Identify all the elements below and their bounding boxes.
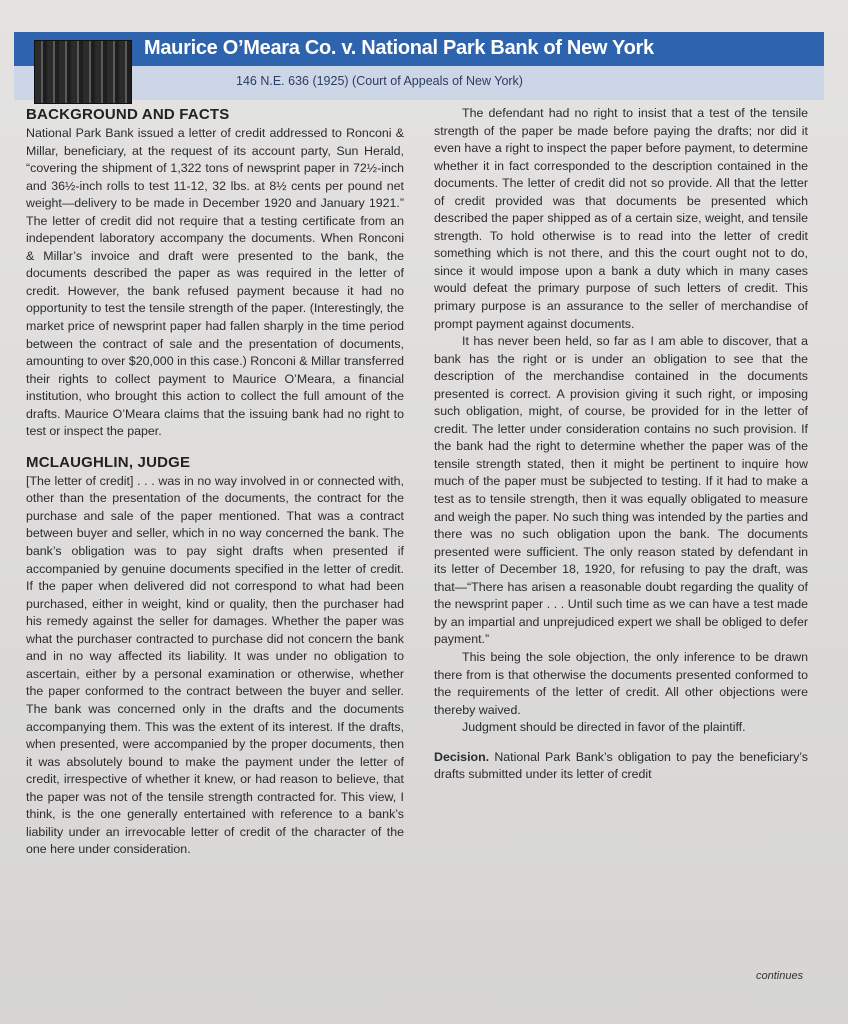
opinion-paragraph-3: It has never been held, so far as I am able to discover, that a bank has the right or is under an obligation to see that the description of the merchandise contained in the documents presented is correct. A provision giving it such right, or imposing such obligation, might, of course, be provided for in the letter of credit. The letter under consideration contains no such provision. If the bank had the right to determine whether the paper was of the tensile strength stated, then it might be pertinent to inquire how much of the paper must be subjected to testing. If it had to make a test as to tensile strength, then it was equally obligated to measure and weigh the paper. No such thing was intended by the parties and there was no such obligation upon the bank. The documents presented were sufficient. The only reason stated by defendant in its letter of December 18, 1920, for refusing to pay the draft, was that—“There has arisen a reasonable doubt regarding the quality of the newsprint paper . . . Until such time as we can have a test made by an impartial and unprejudiced expert we shall be obliged to defer payment.” <box>434 334 808 647</box>
opinion-paragraph-5: Judgment should be directed in favor of the plaintiff. <box>462 720 746 735</box>
case-title: Maurice O’Meara Co. v. National Park Bank of New York <box>144 37 654 59</box>
decision-paragraph <box>434 749 808 784</box>
opinion-paragraph-1: [The letter of credit] . . . was in no way involved in or connected with, other than the presentation of the documents, the contract for the purchase and sale of the paper mentioned. That was a contract between buyer and seller, which in no way concerned the bank. The bank’s obligation was to pay sight drafts when presented if accompanied by genuine documents specified in the letter of credit. If the paper when delivered did not correspond to what had been purchased, either in weight, kind or quality, then the purchaser had his remedy against the seller for damages. Whether the paper was what the purchaser contracted to purchase did not concern the bank and in no way affected its liability. It was under no obligation to ascertain, either by a personal examination or otherwise, whether the paper conformed to the contract between the buyer and seller. The bank was concerned only in the drafts and the documents accompanying them. This was the extent of its interest. If the drafts, when presented, were accompanied by the proper documents, then it was absolutely bound to make the payment under the letter of credit, irrespective of whether it knew, or had reason to believe, that the paper was not of the tensile strength contracted for. This view, I think, is the one generally entertained with reference to a bank’s liability under an irrevocable letter of credit of the character of the one here under consideration. <box>26 473 404 857</box>
decision-label: Decision. <box>434 749 490 764</box>
continues-label: continues <box>756 970 804 982</box>
opinion-paragraph-4: This being the sole objection, the only inference to be drawn there from is that otherwise the documents presented conformed to the requirements of the letter of credit. All other objections were thereby waived. <box>434 649 808 717</box>
background-text: National Park Bank issued a letter of credit addressed to Ronconi & Millar, beneficiary, at the request of its account party, Sun Herald, “covering the shipment of 1,322 tons of newsprint paper in 72½-inch and 36½-inch rolls to test 11-12, 32 lbs. at 8½ cents per pound net weight—delivery to be made in December 1920 and January 1921.” The letter of credit did not require that a testing certificate from an independent laboratory accompany the documents. When Ronconi & Millar’s invoice and draft were presented to the bank, the documents described the paper as was required in the letter of credit. However, the bank refused payment because it had no opportunity to test the tensile strength of the paper. (Interestingly, the market price of newsprint paper had fallen sharply in the time period between the contract of sale and the presentation of documents, amounting to over $20,000 in this case.) Ronconi & Millar transferred their rights to collect payment to Maurice O’Meara, a financial institution, who brought this action to collect the full amount of the drafts. Maurice O’Meara claims that the issuing bank had no right to test or inspect the paper. <box>26 126 404 439</box>
left-column <box>26 105 404 859</box>
right-column <box>434 105 808 784</box>
case-citation: 146 N.E. 636 (1925) (Court of Appeals of New York) <box>236 74 523 88</box>
judge-heading: MCLAUGHLIN, JUDGE <box>26 453 191 471</box>
courthouse-photo-icon <box>34 40 132 104</box>
opinion-paragraph-2: The defendant had no right to insist that a test of the tensile strength of the paper be made before paying the drafts; nor did it even have a right to inspect the paper before payment, to determine whether it in fact corresponded to the description contained in the documents. The letter of credit did not so provide. All that the letter of credit provided was that documents be presented which described the paper shipped as of a certain size, weight, and tensile strength. To hold otherwise is to read into the letter of credit something which is not there, and this the court ought not to do, since it would impose upon a bank a duty which in many cases would defeat the primary purpose of such letters of credit. This primary purpose is an assurance to the seller of merchandise of prompt payment against documents. <box>434 106 808 331</box>
case-title-banner <box>14 32 824 104</box>
background-heading: BACKGROUND AND FACTS <box>26 106 230 123</box>
decision-text: National Park Bank’s obligation to pay the beneficiary’s drafts submitted under its letter of credit <box>434 749 808 782</box>
